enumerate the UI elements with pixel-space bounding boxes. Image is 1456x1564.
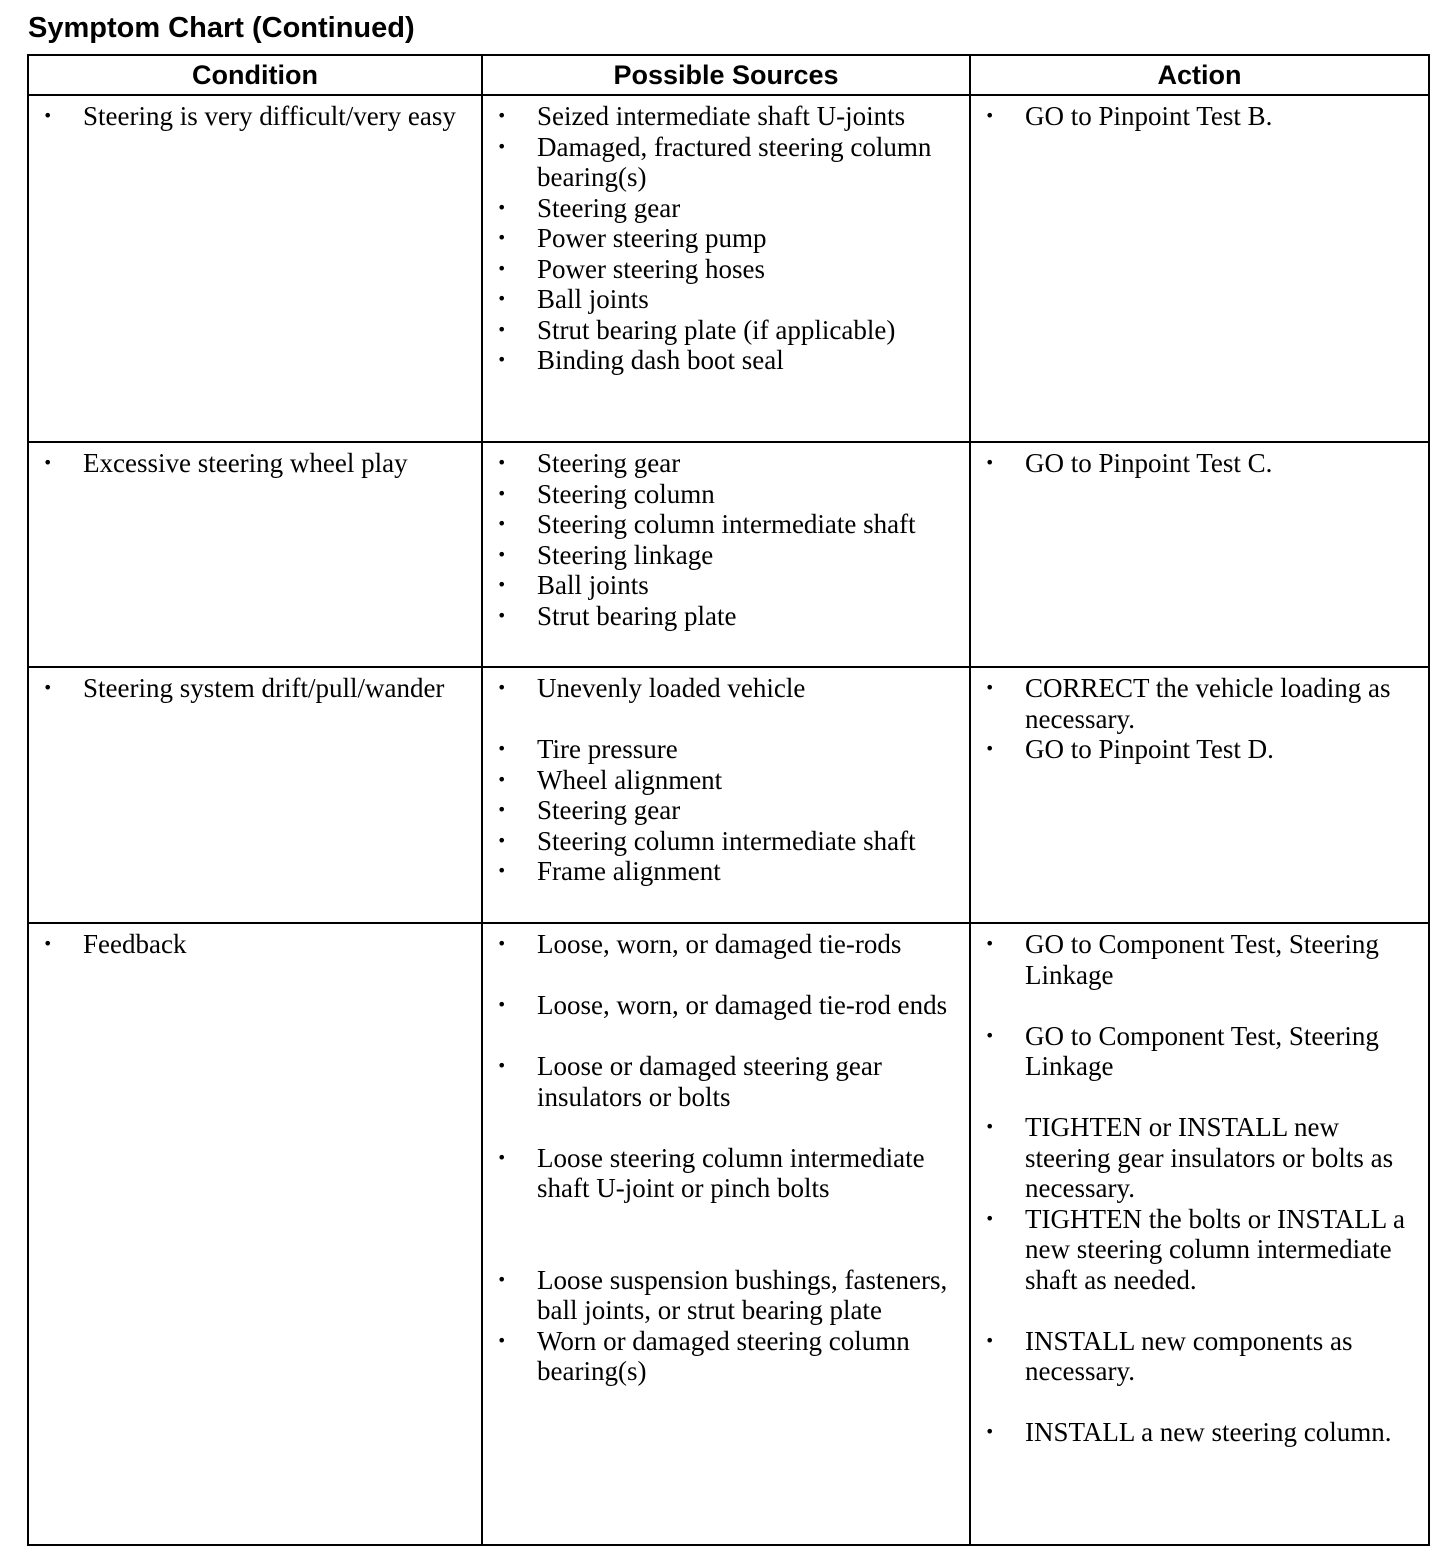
bullet-icon: •: [497, 136, 507, 156]
source-text: Seized intermediate shaft U-joints: [537, 101, 906, 131]
sources-cell: [482, 442, 970, 667]
sources-cell: [482, 667, 970, 923]
list-item: [29, 929, 481, 960]
condition-text: Steering system drift/pull/wander: [83, 673, 445, 703]
list-item: [483, 826, 969, 857]
bullet-icon: •: [497, 678, 507, 697]
list-item: [29, 673, 481, 704]
source-text: Steering gear: [537, 795, 681, 825]
action-text: GO to Component Test, Steering Linkage: [1025, 929, 1379, 990]
bullet-icon: •: [497, 1269, 507, 1289]
action-text: GO to Component Test, Steering Linkage: [1025, 1020, 1379, 1081]
condition-cell: [28, 95, 482, 442]
list-item: [483, 101, 969, 132]
list-item: [483, 540, 969, 571]
bullet-icon: •: [43, 106, 53, 125]
list-item: [483, 734, 969, 765]
source-text: Strut bearing plate (if applicable): [537, 314, 896, 345]
bullet-icon: •: [497, 739, 507, 758]
action-text: GO to Pinpoint Test D.: [1025, 734, 1274, 764]
list-item: [483, 284, 969, 315]
list-item: [483, 673, 969, 704]
list-item: [483, 990, 969, 1021]
source-text: Steering column intermediate shaft: [537, 825, 916, 856]
bullet-icon: •: [985, 1117, 995, 1136]
source-text: Unevenly loaded vehicle: [537, 673, 806, 703]
bullet-icon: •: [497, 106, 507, 125]
action-cell: [970, 95, 1429, 442]
list-item: [483, 479, 969, 510]
table-row: [28, 923, 1429, 1545]
list-item: [971, 1112, 1428, 1204]
list-item: [971, 734, 1428, 765]
bullet-icon: •: [497, 934, 507, 953]
source-text: Ball joints: [537, 284, 649, 314]
header-row: [28, 55, 1429, 95]
bullet-icon: •: [43, 678, 53, 697]
list-item: [483, 448, 969, 479]
page-title: Symptom Chart (Continued): [28, 12, 415, 44]
action-cell: [970, 923, 1429, 1545]
condition-cell: [28, 667, 482, 923]
source-text: Loose or damaged steering gear insulators or bolts: [537, 1051, 882, 1112]
list-item: [483, 1143, 969, 1204]
list-item: [971, 673, 1428, 734]
source-text: Steering gear: [537, 192, 681, 223]
bullet-icon: •: [985, 934, 995, 953]
header-action: Action: [970, 55, 1429, 95]
source-text: Power steering hoses: [537, 253, 765, 284]
source-text: Loose, worn, or damaged tie-rod ends: [537, 990, 948, 1020]
bullet-icon: •: [497, 289, 507, 308]
bullet-icon: •: [497, 319, 507, 339]
list-item: [971, 101, 1428, 132]
list-item: [483, 193, 969, 224]
action-text: INSTALL a new steering column.: [1025, 1417, 1392, 1447]
bullet-icon: •: [497, 197, 507, 217]
condition-cell: [28, 923, 482, 1545]
bullet-icon: •: [497, 483, 507, 503]
action-text: TIGHTEN the bolts or INSTALL a new steering column intermediate shaft as needed.: [1025, 1203, 1406, 1295]
source-text: Power steering pump: [537, 223, 767, 253]
list-item: [971, 1021, 1428, 1082]
source-text: Steering column: [537, 478, 715, 509]
condition-text: Steering is very difficult/very easy: [83, 101, 456, 131]
symptom-table: [27, 54, 1430, 1546]
list-item: [483, 929, 969, 960]
bullet-icon: •: [497, 514, 507, 533]
action-text: TIGHTEN or INSTALL new steering gear insulators or bolts as necessary.: [1025, 1112, 1394, 1203]
list-item: [483, 223, 969, 254]
bullet-icon: •: [985, 1208, 995, 1228]
source-text: Steering linkage: [537, 539, 714, 570]
bullet-icon: •: [497, 605, 507, 625]
list-item: [29, 101, 481, 132]
source-text: Worn or damaged steering column bearing(s): [537, 1325, 910, 1386]
sources-cell: [482, 95, 970, 442]
source-text: Ball joints: [537, 570, 649, 600]
source-text: Steering gear: [537, 448, 681, 478]
bullet-icon: •: [497, 1147, 507, 1167]
bullet-icon: •: [497, 1056, 507, 1075]
source-text: Loose, worn, or damaged tie-rods: [537, 929, 902, 959]
action-text: GO to Pinpoint Test B.: [1025, 101, 1273, 131]
source-text: Tire pressure: [537, 734, 678, 764]
list-item: [483, 1326, 969, 1387]
list-item: [29, 448, 481, 479]
list-item: [483, 795, 969, 826]
table-row: [28, 442, 1429, 667]
bullet-icon: •: [497, 544, 507, 564]
bullet-icon: •: [497, 575, 507, 594]
list-item: [483, 254, 969, 285]
header-possible-sources: Possible Sources: [482, 55, 970, 95]
list-item: [483, 1265, 969, 1326]
sources-cell: [482, 923, 970, 1545]
list-item: [971, 929, 1428, 990]
bullet-icon: •: [43, 453, 53, 472]
list-item: [971, 448, 1428, 479]
list-item: [971, 1326, 1428, 1387]
bullet-icon: •: [497, 800, 507, 819]
list-item: [483, 570, 969, 601]
condition-text: Excessive steering wheel play: [83, 448, 408, 478]
bullet-icon: •: [497, 350, 507, 369]
action-cell: [970, 667, 1429, 923]
bullet-icon: •: [985, 1025, 995, 1045]
bullet-icon: •: [497, 830, 507, 850]
bullet-icon: •: [985, 678, 995, 697]
bullet-icon: •: [497, 228, 507, 247]
bullet-icon: •: [985, 106, 995, 125]
bullet-icon: •: [497, 861, 507, 880]
bullet-icon: •: [497, 995, 507, 1014]
action-text: INSTALL new components as necessary.: [1025, 1325, 1353, 1386]
bullet-icon: •: [985, 453, 995, 472]
list-item: [483, 856, 969, 887]
bullet-icon: •: [985, 1422, 995, 1441]
list-item: [483, 315, 969, 346]
list-item: [483, 765, 969, 796]
list-item: [483, 601, 969, 632]
action-cell: [970, 442, 1429, 667]
source-text: Damaged, fractured steering column bearing(s): [537, 131, 932, 192]
source-text: Strut bearing plate: [537, 600, 737, 631]
list-item: [971, 1204, 1428, 1296]
list-item: [971, 1417, 1428, 1448]
source-text: Binding dash boot seal: [537, 345, 784, 375]
table-row: [28, 667, 1429, 923]
condition-cell: [28, 442, 482, 667]
source-text: Frame alignment: [537, 856, 721, 886]
list-item: [483, 345, 969, 376]
header-condition: Condition: [28, 55, 482, 95]
list-item: [483, 1051, 969, 1112]
bullet-icon: •: [985, 1330, 995, 1350]
source-text: Steering column intermediate shaft: [537, 509, 916, 539]
list-item: [483, 509, 969, 540]
bullet-icon: •: [43, 934, 53, 953]
bullet-icon: •: [985, 739, 995, 758]
bullet-icon: •: [497, 258, 507, 278]
list-item: [483, 132, 969, 193]
bullet-icon: •: [497, 1330, 507, 1350]
source-text: Wheel alignment: [537, 764, 723, 795]
condition-text: Feedback: [83, 929, 187, 959]
table-row: [28, 95, 1429, 442]
source-text: Loose suspension bushings, fasteners, ball joints, or strut bearing plate: [537, 1264, 948, 1325]
action-text: CORRECT the vehicle loading as necessary.: [1025, 673, 1391, 734]
source-text: Loose steering column intermediate shaft U-joint or pinch bolts: [537, 1142, 925, 1203]
bullet-icon: •: [497, 453, 507, 472]
action-text: GO to Pinpoint Test C.: [1025, 448, 1273, 478]
bullet-icon: •: [497, 769, 507, 789]
